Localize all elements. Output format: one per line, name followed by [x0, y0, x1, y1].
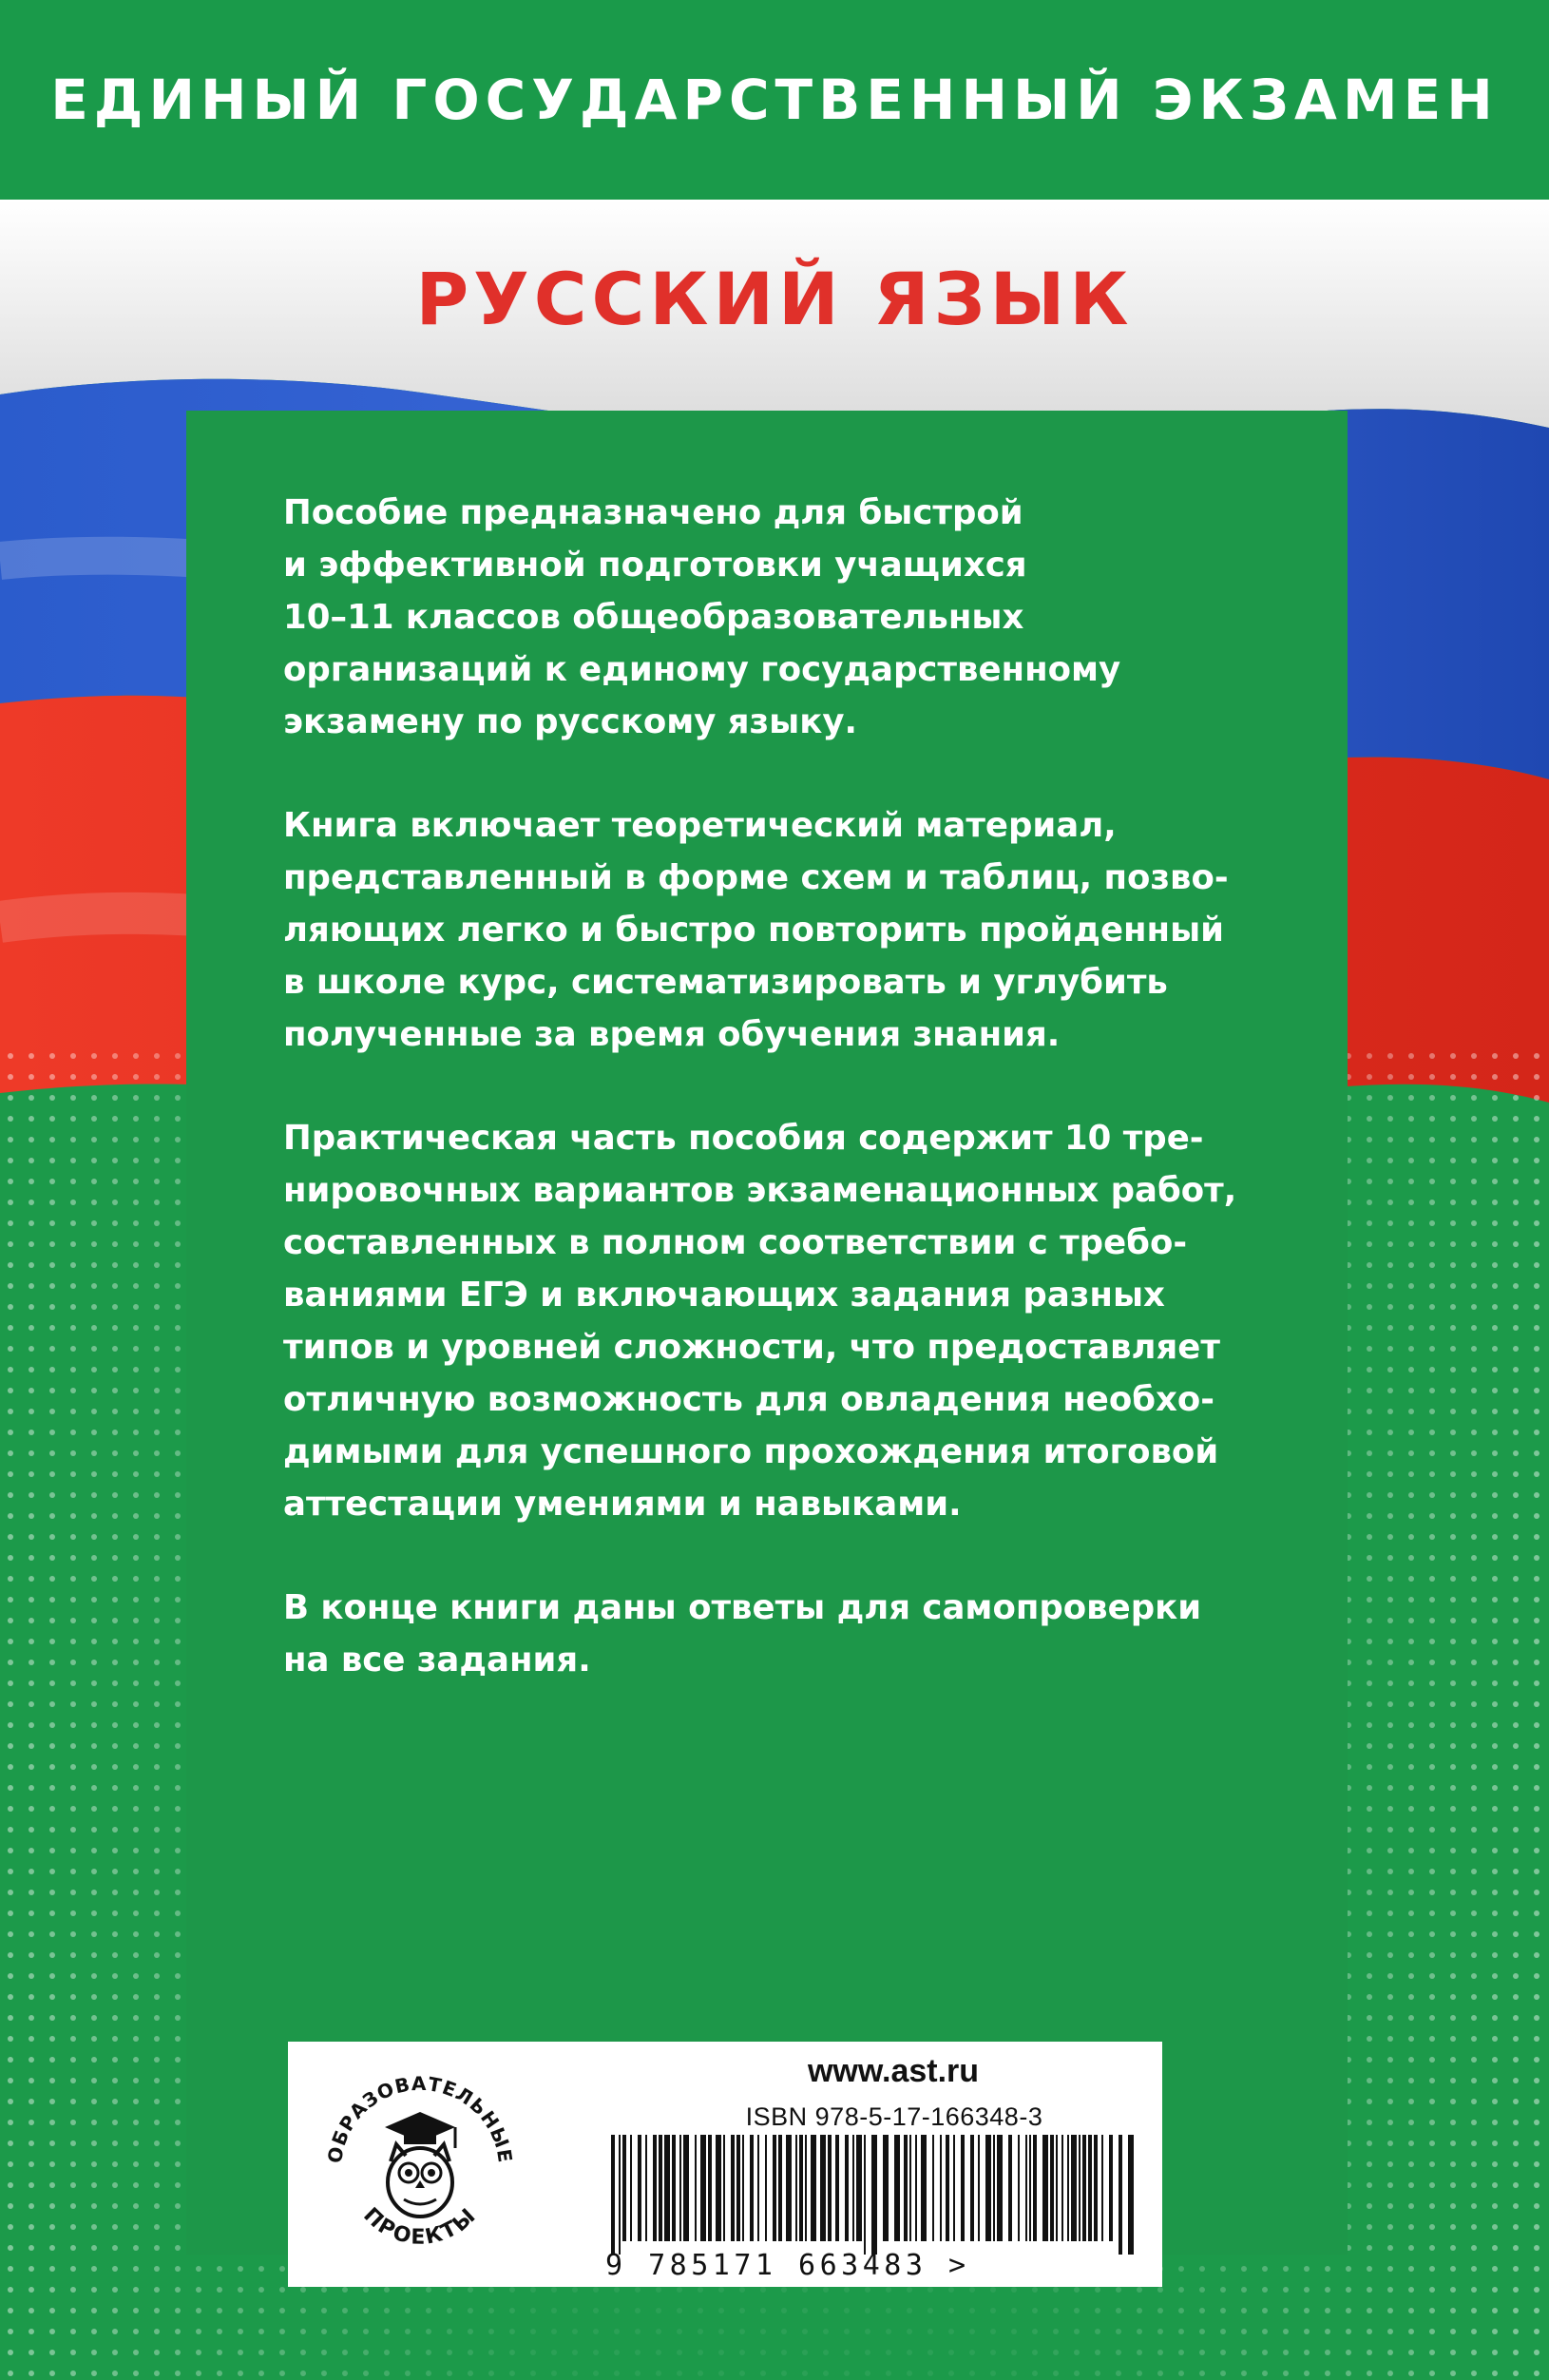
- description-paragraph-4: В конце книги даны ответы для самопроверки на все задания.: [283, 1588, 1202, 1679]
- description-paragraph-1: Пособие предназначено для быстрой и эффективной подготовки учащихся 10–11 классов общеобразовательных организаций к единому государственному экзамену по русскому языку.: [283, 493, 1121, 741]
- publisher-info-box: [288, 2042, 1162, 2287]
- series-title: ЕДИНЫЙ ГОСУДАРСТВЕННЫЙ ЭКЗАМЕН: [50, 67, 1499, 132]
- owl-graduate-cap-icon: [313, 2057, 527, 2272]
- description: [283, 487, 1291, 1737]
- description-paragraph-3: Практическая часть пособия содержит 10 тре- нировочных вариантов экзаменационных работ, составленных в полном соответствии с требо- ваниями ЕГЭ и включающих задания разных типов и уровней сложности, что предоставляет отличную возможность для овладения необхо- димыми для успешного прохождения итоговой аттестации умениями и навыками.: [283, 1119, 1237, 1524]
- logo-bottom-text: ПРОЕКТЫ: [358, 2203, 482, 2250]
- subject-title: РУССКИЙ ЯЗЫК: [415, 257, 1134, 341]
- barcode-digits: 9 785171 663483 >: [605, 2249, 970, 2282]
- website: www.ast.ru: [807, 2053, 980, 2089]
- description-paragraph-2: Книга включает теоретический материал, представленный в форме схем и таблиц, позво- ляющих легко и быстро повторить пройденный в школе курс, систематизировать и углубить полученные за время обучения знания.: [283, 806, 1229, 1054]
- logo-top-text: ОБРАЗОВАТЕЛЬНЫЕ: [322, 2071, 517, 2165]
- isbn: ISBN 978-5-17-166348-3: [745, 2102, 1043, 2131]
- publisher-logo: [313, 2057, 527, 2272]
- barcode: [602, 2135, 1143, 2255]
